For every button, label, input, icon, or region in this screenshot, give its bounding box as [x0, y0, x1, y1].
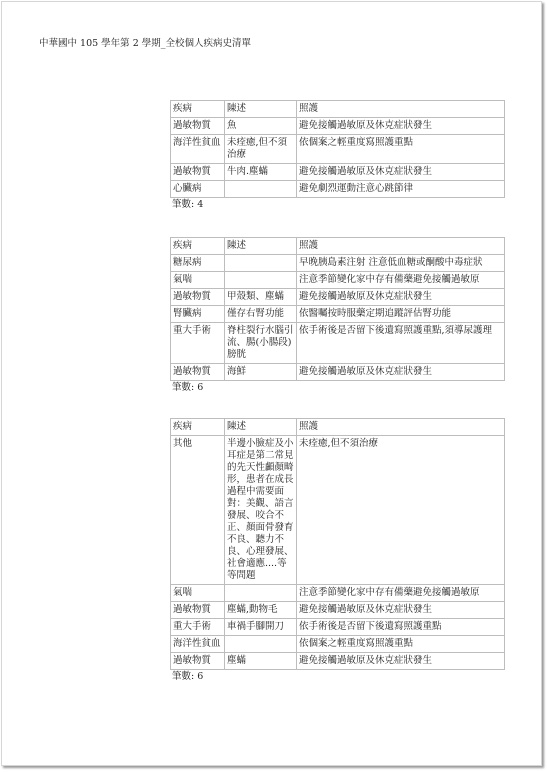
cell-illness: 海洋性貧血 [171, 135, 225, 164]
column-header-illness: 疾病 [171, 419, 225, 436]
cell-statement: 半邊小臉症及小耳症是第二常見的先天性顱顏畸形，患者在成長過程中需要面對：美觀、語言發展、咬合不正、顏面骨發育不良、聽力不良、心理發展、社會適應....等等問題 [225, 436, 297, 585]
cell-statement: 車禍手腳開刀 [225, 619, 297, 636]
table-row [171, 323, 505, 364]
column-header-illness: 疾病 [171, 101, 225, 118]
cell-statement: 牛肉.塵蟎 [225, 164, 297, 181]
cell-statement: 未痊癒,但不須治療 [225, 135, 297, 164]
column-header-care: 照護 [297, 238, 505, 255]
record-count: 筆數: 4 [172, 199, 204, 210]
table-body [171, 118, 505, 198]
cell-illness: 糖尿病 [171, 255, 225, 272]
illness-table [170, 100, 505, 198]
illness-section-3 [170, 418, 504, 683]
cell-illness: 過敏物質 [171, 118, 225, 135]
cell-care: 早晚胰島素注射 注意低血糖或酮酸中毒症狀 [297, 255, 505, 272]
table-body [171, 436, 505, 670]
record-count: 筆數: 6 [172, 382, 204, 393]
illness-section-2 [170, 237, 504, 394]
cell-care: 依手術後是否留下後遺寫照護重點,須導尿護理 [297, 323, 505, 364]
cell-illness: 重大手術 [171, 619, 225, 636]
cell-statement: 塵蟎,動物毛 [225, 602, 297, 619]
table-row [171, 653, 505, 670]
header-row [171, 238, 505, 255]
cell-illness: 腎臟病 [171, 306, 225, 323]
cell-statement: 脊柱裂行水腦引流、腸(小腸段)膀胱 [225, 323, 297, 364]
cell-illness: 過敏物質 [171, 164, 225, 181]
cell-care: 避免劇烈運動注意心跳節律 [297, 181, 505, 198]
cell-statement: 僅存右腎功能 [225, 306, 297, 323]
table-row [171, 272, 505, 289]
column-header-statement: 陳述 [225, 101, 297, 118]
cell-statement [225, 636, 297, 653]
table-row [171, 255, 505, 272]
cell-care: 避免接觸過敏原及休克症狀發生 [297, 289, 505, 306]
cell-statement [225, 585, 297, 602]
cell-illness: 過敏物質 [171, 602, 225, 619]
cell-care: 依醫囑按時服藥定期追蹤評估腎功能 [297, 306, 505, 323]
header-row [171, 419, 505, 436]
table-row [171, 436, 505, 585]
cell-statement: 塵蟎 [225, 653, 297, 670]
cell-care: 避免接觸過敏原及休克症狀發生 [297, 118, 505, 135]
illness-table [170, 418, 505, 670]
record-count: 筆數: 6 [172, 671, 204, 682]
cell-care: 依個案之輕重度寫照護重點 [297, 636, 505, 653]
cell-care: 注意季節變化家中存有備藥避免接觸過敏原 [297, 585, 505, 602]
table-row [171, 364, 505, 381]
cell-illness: 其他 [171, 436, 225, 585]
cell-care: 注意季節變化家中存有備藥避免接觸過敏原 [297, 272, 505, 289]
cell-statement [225, 181, 297, 198]
table-header [171, 419, 505, 436]
table-row [171, 306, 505, 323]
table-row [171, 135, 505, 164]
document-page [1, 1, 542, 766]
illness-table [170, 237, 505, 381]
table-row [171, 585, 505, 602]
table-row [171, 181, 505, 198]
column-header-care: 照護 [297, 101, 505, 118]
cell-statement: 海鮮 [225, 364, 297, 381]
table-header [171, 238, 505, 255]
table-row [171, 289, 505, 306]
cell-illness: 氣喘 [171, 272, 225, 289]
table-row [171, 602, 505, 619]
cell-care: 避免接觸過敏原及休克症狀發生 [297, 653, 505, 670]
page-title: 中華國中 105 學年第 2 學期_全校個人疾病史清單 [39, 38, 252, 49]
illness-section-1 [170, 100, 504, 211]
cell-care: 依手術後是否留下後遺寫照護重點 [297, 619, 505, 636]
cell-care: 避免接觸過敏原及休克症狀發生 [297, 164, 505, 181]
column-header-statement: 陳述 [225, 419, 297, 436]
cell-illness: 重大手術 [171, 323, 225, 364]
table-row [171, 636, 505, 653]
cell-statement [225, 255, 297, 272]
table-row [171, 619, 505, 636]
cell-care: 避免接觸過敏原及休克症狀發生 [297, 602, 505, 619]
table-header [171, 101, 505, 118]
cell-illness: 心臟病 [171, 181, 225, 198]
cell-illness: 海洋性貧血 [171, 636, 225, 653]
cell-care: 依個案之輕重度寫照護重點 [297, 135, 505, 164]
cell-illness: 氣喘 [171, 585, 225, 602]
cell-illness: 過敏物質 [171, 289, 225, 306]
cell-illness: 過敏物質 [171, 364, 225, 381]
column-header-care: 照護 [297, 419, 505, 436]
cell-statement: 魚 [225, 118, 297, 135]
cell-care: 避免接觸過敏原及休克症狀發生 [297, 364, 505, 381]
column-header-illness: 疾病 [171, 238, 225, 255]
header-row [171, 101, 505, 118]
cell-statement [225, 272, 297, 289]
cell-care: 未痊癒,但不須治療 [297, 436, 505, 585]
cell-statement: 甲殼類、塵蟎 [225, 289, 297, 306]
table-row [171, 164, 505, 181]
column-header-statement: 陳述 [225, 238, 297, 255]
table-row [171, 118, 505, 135]
cell-illness: 過敏物質 [171, 653, 225, 670]
table-body [171, 255, 505, 381]
